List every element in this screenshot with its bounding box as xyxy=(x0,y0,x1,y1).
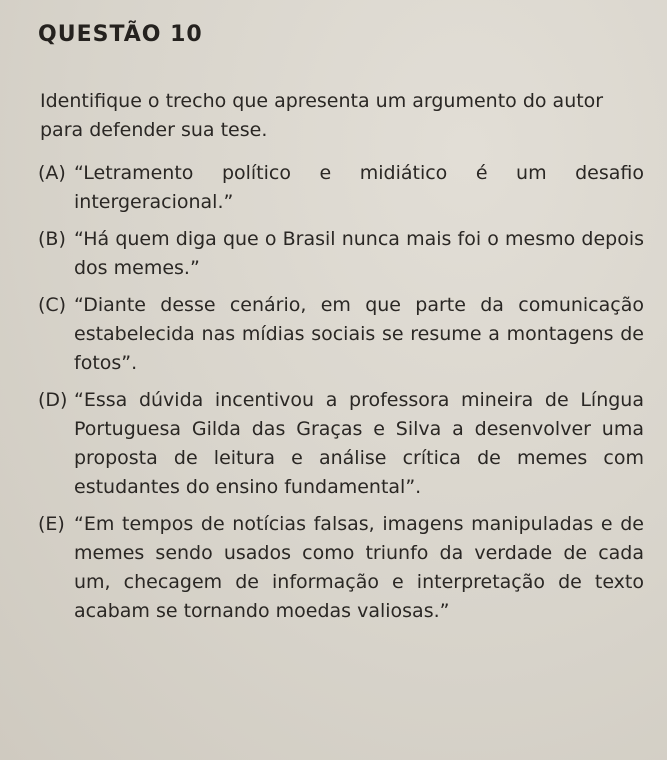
option-letter: (E) xyxy=(38,513,65,535)
answer-options xyxy=(38,159,644,626)
option-text: “Letramento político e midiático é um desafio intergeracional.” xyxy=(74,162,644,213)
option-letter: (B) xyxy=(38,228,66,250)
option-text: “Há quem diga que o Brasil nunca mais foi o mesmo depois dos memes.” xyxy=(74,228,644,279)
option-text: “Em tempos de notícias falsas, imagens manipuladas e de memes sendo usados como triunfo da verdade de cada um, checagem de informação e interpretação de texto acabam se tornando moedas valiosas.” xyxy=(74,513,644,622)
question-statement: Identifique o trecho que apresenta um argumento do autor para defender sua tese. xyxy=(40,90,604,141)
option-letter: (A) xyxy=(38,162,66,184)
option-c[interactable] xyxy=(38,291,644,378)
option-letter: (D) xyxy=(38,389,68,411)
option-text: “Essa dúvida incentivou a professora mineira de Língua Portuguesa Gilda das Graças e Silva a desenvolver uma proposta de leitura e análise crítica de memes com estudantes do ensino fundamental”. xyxy=(74,389,644,498)
option-a[interactable] xyxy=(38,159,644,217)
option-text: “Diante desse cenário, em que parte da comunicação estabelecida nas mídias sociais se resume a montagens de fotos”. xyxy=(74,294,644,374)
option-letter: (C) xyxy=(38,294,67,316)
option-b[interactable] xyxy=(38,225,644,283)
option-e[interactable] xyxy=(38,510,644,626)
option-d[interactable] xyxy=(38,386,644,502)
question-title: QUESTÃO 10 xyxy=(38,22,203,47)
